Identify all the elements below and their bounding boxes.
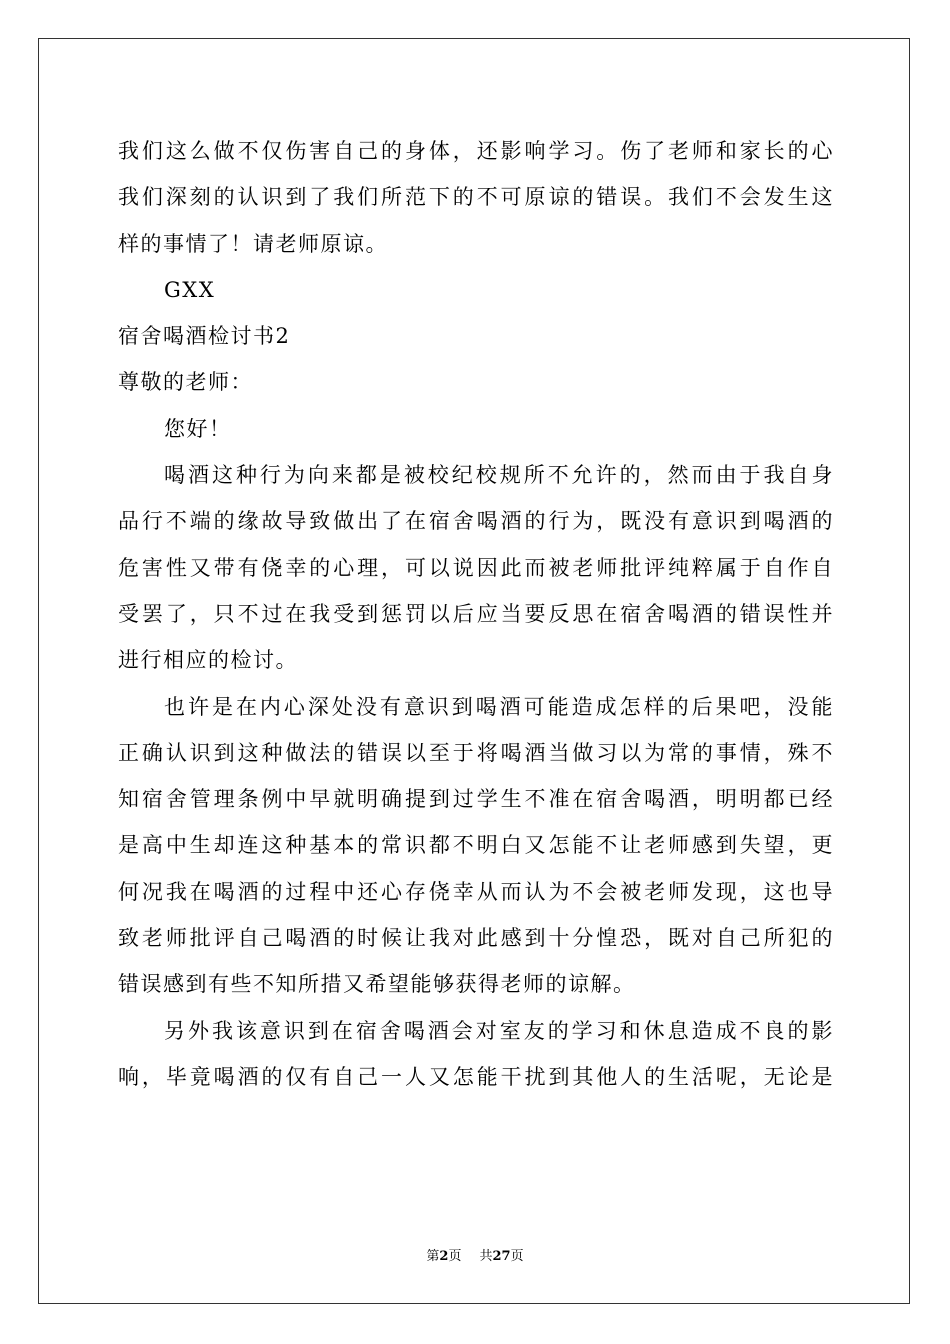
page-suffix: 页 [448, 1249, 462, 1264]
document-body [118, 128, 834, 1100]
text-line: 品行不端的缘故导致做出了在宿舍喝酒的行为，既没有意识到喝酒的 [118, 509, 834, 534]
text-line: 进行相应的检讨。 [118, 648, 298, 673]
text-line: 正确认识到这种做法的错误以至于将喝酒当做习以为常的事情，殊不 [118, 740, 834, 765]
text-line: 受罢了，只不过在我受到惩罚以后应当要反思在宿舍喝酒的错误性并 [118, 601, 834, 626]
section-title: 宿舍喝酒检讨书2 [118, 324, 291, 349]
text-line: 错误感到有些不知所措又希望能够获得老师的谅解。 [118, 972, 636, 997]
page-footer [0, 1248, 950, 1266]
text-line: 喝酒这种行为向来都是被校纪校规所不允许的，然而由于我自身 [164, 463, 834, 488]
text-line: 何况我在喝酒的过程中还心存侥幸从而认为不会被老师发现，这也导 [118, 879, 834, 904]
text-line: 另外我该意识到在宿舍喝酒会对室友的学习和休息造成不良的影 [164, 1018, 834, 1043]
total-prefix: 共 [479, 1249, 493, 1264]
signature: GXX [164, 277, 216, 302]
text-line: 知宿舍管理条例中早就明确提到过学生不准在宿舍喝酒，明明都已经 [118, 787, 834, 812]
page-number: 2 [439, 1249, 449, 1264]
text-line: 样的事情了！请老师原谅。 [118, 231, 388, 256]
text-line: 致老师批评自己喝酒的时候让我对此感到十分惶恐，既对自己所犯的 [118, 926, 834, 951]
total-pages: 27 [492, 1249, 511, 1264]
text-line: 响，毕竟喝酒的仅有自己一人又怎能干扰到其他人的生活呢，无论是 [118, 1064, 834, 1089]
page-prefix: 第 [426, 1249, 440, 1264]
text-line: 是高中生却连这种基本的常识都不明白又怎能不让老师感到失望，更 [118, 833, 834, 858]
total-suffix: 页 [510, 1249, 524, 1264]
text-line: 危害性又带有侥幸的心理，可以说因此而被老师批评纯粹属于自作自 [118, 555, 834, 580]
text-line: 我们深刻的认识到了我们所范下的不可原谅的错误。我们不会发生这 [118, 185, 834, 210]
greeting: 您好！ [164, 416, 232, 441]
text-line: 也许是在内心深处没有意识到喝酒可能造成怎样的后果吧，没能 [164, 694, 834, 719]
text-line: 我们这么做不仅伤害自己的身体，还影响学习。伤了老师和家长的心 [118, 139, 834, 163]
salutation: 尊敬的老师： [118, 370, 253, 395]
